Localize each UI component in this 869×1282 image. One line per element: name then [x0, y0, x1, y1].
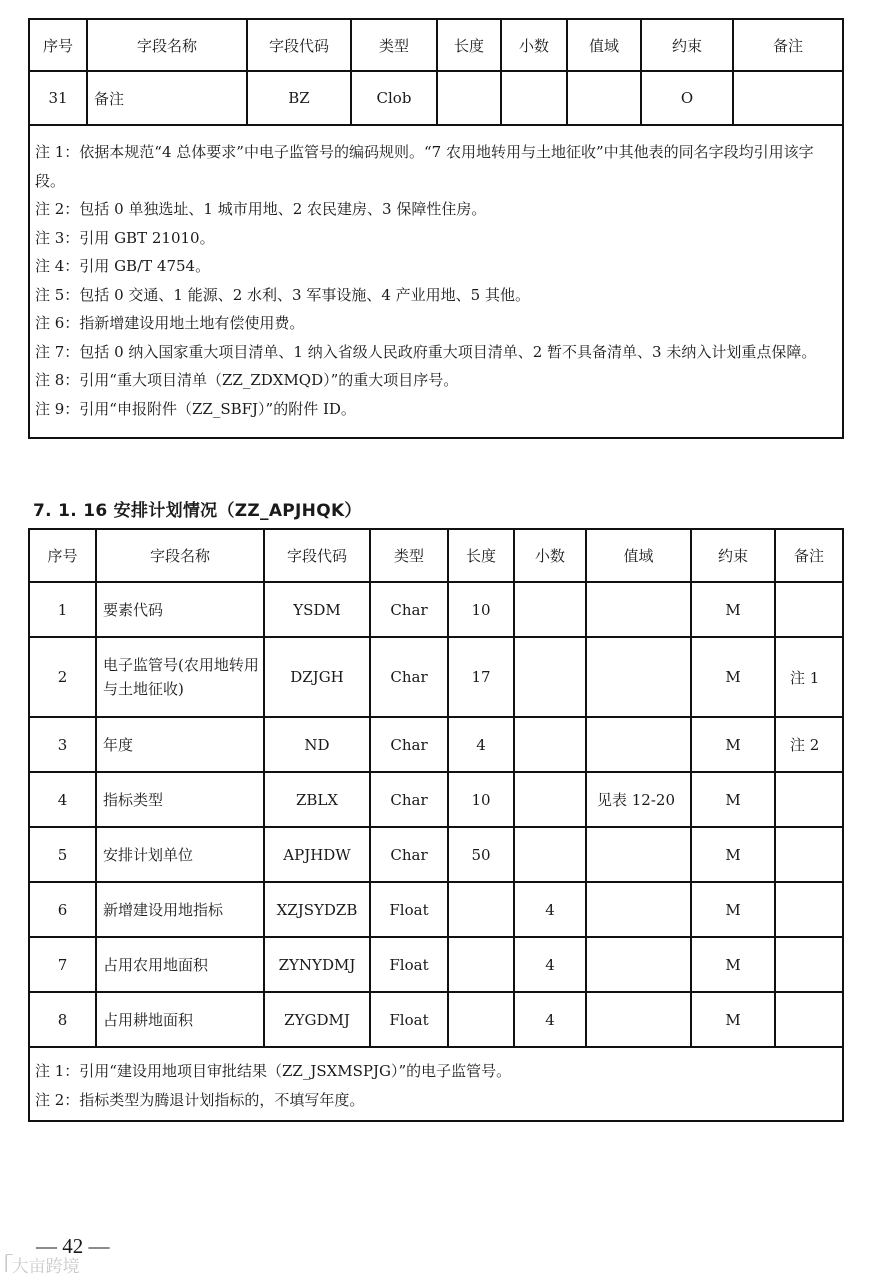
cell-seq: 5	[29, 827, 96, 882]
table-body	[29, 582, 843, 1047]
cell-constraint: M	[691, 937, 775, 992]
table-row	[29, 637, 843, 717]
field-table-apjhqk	[28, 528, 844, 1122]
cell-type: Float	[370, 992, 448, 1047]
cell-seq: 7	[29, 937, 96, 992]
cell-field-name: 备注	[87, 71, 247, 125]
cell-decimal	[514, 772, 586, 827]
cell-type: Float	[370, 937, 448, 992]
cell-type: Char	[370, 717, 448, 772]
header-cell: 值域	[567, 19, 641, 71]
header-cell: 约束	[691, 529, 775, 582]
cell-type: Char	[370, 637, 448, 717]
cell-remark	[775, 772, 843, 827]
cell-type: Char	[370, 772, 448, 827]
watermark-logo-icon: ᥬ	[4, 1252, 9, 1277]
note-line: 注 9：引用“申报附件（ZZ_SBFJ）”的附件 ID。	[35, 399, 356, 418]
section-title: 7. 1. 16 安排计划情况（ZZ_APJHQK）	[33, 501, 362, 521]
cell-decimal: 4	[514, 937, 586, 992]
cell-length: 50	[448, 827, 514, 882]
header-cell: 小数	[514, 529, 586, 582]
header-cell: 长度	[448, 529, 514, 582]
header-cell: 字段代码	[264, 529, 370, 582]
note-line: 注 4：引用 GB/T 4754。	[35, 257, 211, 275]
cell-remark	[775, 882, 843, 937]
header-cell: 备注	[775, 529, 843, 582]
note-line: 注 1：依据本规范“4 总体要求”中电子监管号的编码规则。“7 农用地转用与土地征收”中其他表的同名字段均引用该字段。	[35, 143, 814, 190]
cell-domain	[567, 71, 641, 125]
cell-remark	[775, 992, 843, 1047]
cell-domain	[586, 827, 691, 882]
cell-domain	[586, 717, 691, 772]
note-line: 注 5：包括 0 交通、1 能源、2 水利、3 军事设施、4 产业用地、5 其他。	[35, 285, 530, 304]
cell-type: Char	[370, 582, 448, 637]
table-row	[29, 827, 843, 882]
cell-decimal	[501, 71, 567, 125]
cell-field-code: ZBLX	[264, 772, 370, 827]
cell-decimal	[514, 827, 586, 882]
cell-domain	[586, 992, 691, 1047]
cell-field-code: XZJSYDZB	[264, 882, 370, 937]
cell-remark: 注 2	[775, 717, 843, 772]
cell-constraint: M	[691, 992, 775, 1047]
header-cell: 值域	[586, 529, 691, 582]
table-row	[29, 717, 843, 772]
cell-decimal: 4	[514, 992, 586, 1047]
cell-field-code: ZYGDMJ	[264, 992, 370, 1047]
cell-domain	[586, 582, 691, 637]
cell-constraint: M	[691, 582, 775, 637]
cell-length	[448, 992, 514, 1047]
cell-remark	[775, 582, 843, 637]
note-line: 注 7：包括 0 纳入国家重大项目清单、1 纳入省级人民政府重大项目清单、2 暂不具备清单、3 未纳入计划重点保障。	[35, 342, 817, 361]
header-cell: 长度	[437, 19, 501, 71]
cell-field-name: 新增建设用地指标	[96, 882, 264, 937]
cell-field-code: BZ	[247, 71, 351, 125]
table-row	[29, 71, 843, 125]
cell-seq: 3	[29, 717, 96, 772]
cell-seq: 2	[29, 637, 96, 717]
cell-decimal: 4	[514, 882, 586, 937]
cell-constraint: M	[691, 637, 775, 717]
table-row	[29, 882, 843, 937]
header-cell: 类型	[351, 19, 437, 71]
cell-field-name: 占用耕地面积	[96, 992, 264, 1047]
cell-field-name: 占用农用地面积	[96, 937, 264, 992]
cell-field-name: 年度	[96, 717, 264, 772]
cell-remark: 注 1	[775, 637, 843, 717]
cell-constraint: O	[641, 71, 733, 125]
table-header-row	[29, 19, 843, 71]
cell-length	[448, 882, 514, 937]
note-line: 注 2：指标类型为腾退计划指标的，不填写年度。	[35, 1090, 365, 1109]
cell-seq: 1	[29, 582, 96, 637]
cell-constraint: M	[691, 772, 775, 827]
cell-domain	[586, 637, 691, 717]
cell-seq: 31	[29, 71, 87, 125]
cell-domain	[586, 937, 691, 992]
cell-field-code: ND	[264, 717, 370, 772]
watermark-text: 大亩跨境	[11, 1257, 80, 1277]
cell-seq: 4	[29, 772, 96, 827]
cell-length: 10	[448, 772, 514, 827]
header-cell: 字段名称	[96, 529, 264, 582]
table-row	[29, 937, 843, 992]
cell-length: 17	[448, 637, 514, 717]
table-row	[29, 772, 843, 827]
cell-seq: 6	[29, 882, 96, 937]
cell-remark	[775, 827, 843, 882]
watermark	[4, 1252, 80, 1277]
table-row	[29, 582, 843, 637]
note-line: 注 2：包括 0 单独选址、1 城市用地、2 农民建房、3 保障性住房。	[35, 200, 487, 218]
cell-field-name: 指标类型	[96, 772, 264, 827]
cell-length: 4	[448, 717, 514, 772]
cell-field-code: APJHDW	[264, 827, 370, 882]
cell-domain	[586, 882, 691, 937]
table-header-row	[29, 529, 843, 582]
cell-type: Float	[370, 882, 448, 937]
cell-constraint: M	[691, 882, 775, 937]
cell-length: 10	[448, 582, 514, 637]
note-line: 注 8：引用“重大项目清单（ZZ_ZDXMQD）”的重大项目序号。	[35, 371, 459, 389]
cell-seq: 8	[29, 992, 96, 1047]
header-cell: 字段代码	[247, 19, 351, 71]
note-line: 注 3：引用 GBT 21010。	[35, 228, 215, 247]
page-number: — 42 —	[36, 1234, 110, 1258]
cell-type: Clob	[351, 71, 437, 125]
table-row	[29, 992, 843, 1047]
cell-type: Char	[370, 827, 448, 882]
cell-length	[448, 937, 514, 992]
cell-decimal	[514, 582, 586, 637]
header-cell: 约束	[641, 19, 733, 71]
cell-field-name: 安排计划单位	[96, 827, 264, 882]
note-line: 注 1：引用“建设用地项目审批结果（ZZ_JSXMSPJG）”的电子监管号。	[35, 1062, 512, 1080]
cell-decimal	[514, 717, 586, 772]
notes-cell	[29, 1047, 843, 1121]
notes-row	[29, 125, 843, 438]
cell-field-code: YSDM	[264, 582, 370, 637]
header-cell: 备注	[733, 19, 843, 71]
header-cell: 序号	[29, 529, 96, 582]
header-cell: 类型	[370, 529, 448, 582]
note-line: 注 6：指新增建设用地土地有偿使用费。	[35, 314, 305, 332]
cell-constraint: M	[691, 717, 775, 772]
cell-field-code: ZYNYDMJ	[264, 937, 370, 992]
cell-decimal	[514, 637, 586, 717]
cell-remark	[775, 937, 843, 992]
cell-field-name: 电子监管号(农用地转用与土地征收)	[96, 637, 264, 717]
header-cell: 序号	[29, 19, 87, 71]
header-cell: 字段名称	[87, 19, 247, 71]
cell-domain: 见表 12-20	[586, 772, 691, 827]
notes-cell	[29, 125, 843, 438]
cell-constraint: M	[691, 827, 775, 882]
cell-field-name: 要素代码	[96, 582, 264, 637]
header-cell: 小数	[501, 19, 567, 71]
notes-row	[29, 1047, 843, 1121]
cell-field-code: DZJGH	[264, 637, 370, 717]
cell-remark	[733, 71, 843, 125]
field-table-continued	[28, 18, 844, 439]
cell-length	[437, 71, 501, 125]
